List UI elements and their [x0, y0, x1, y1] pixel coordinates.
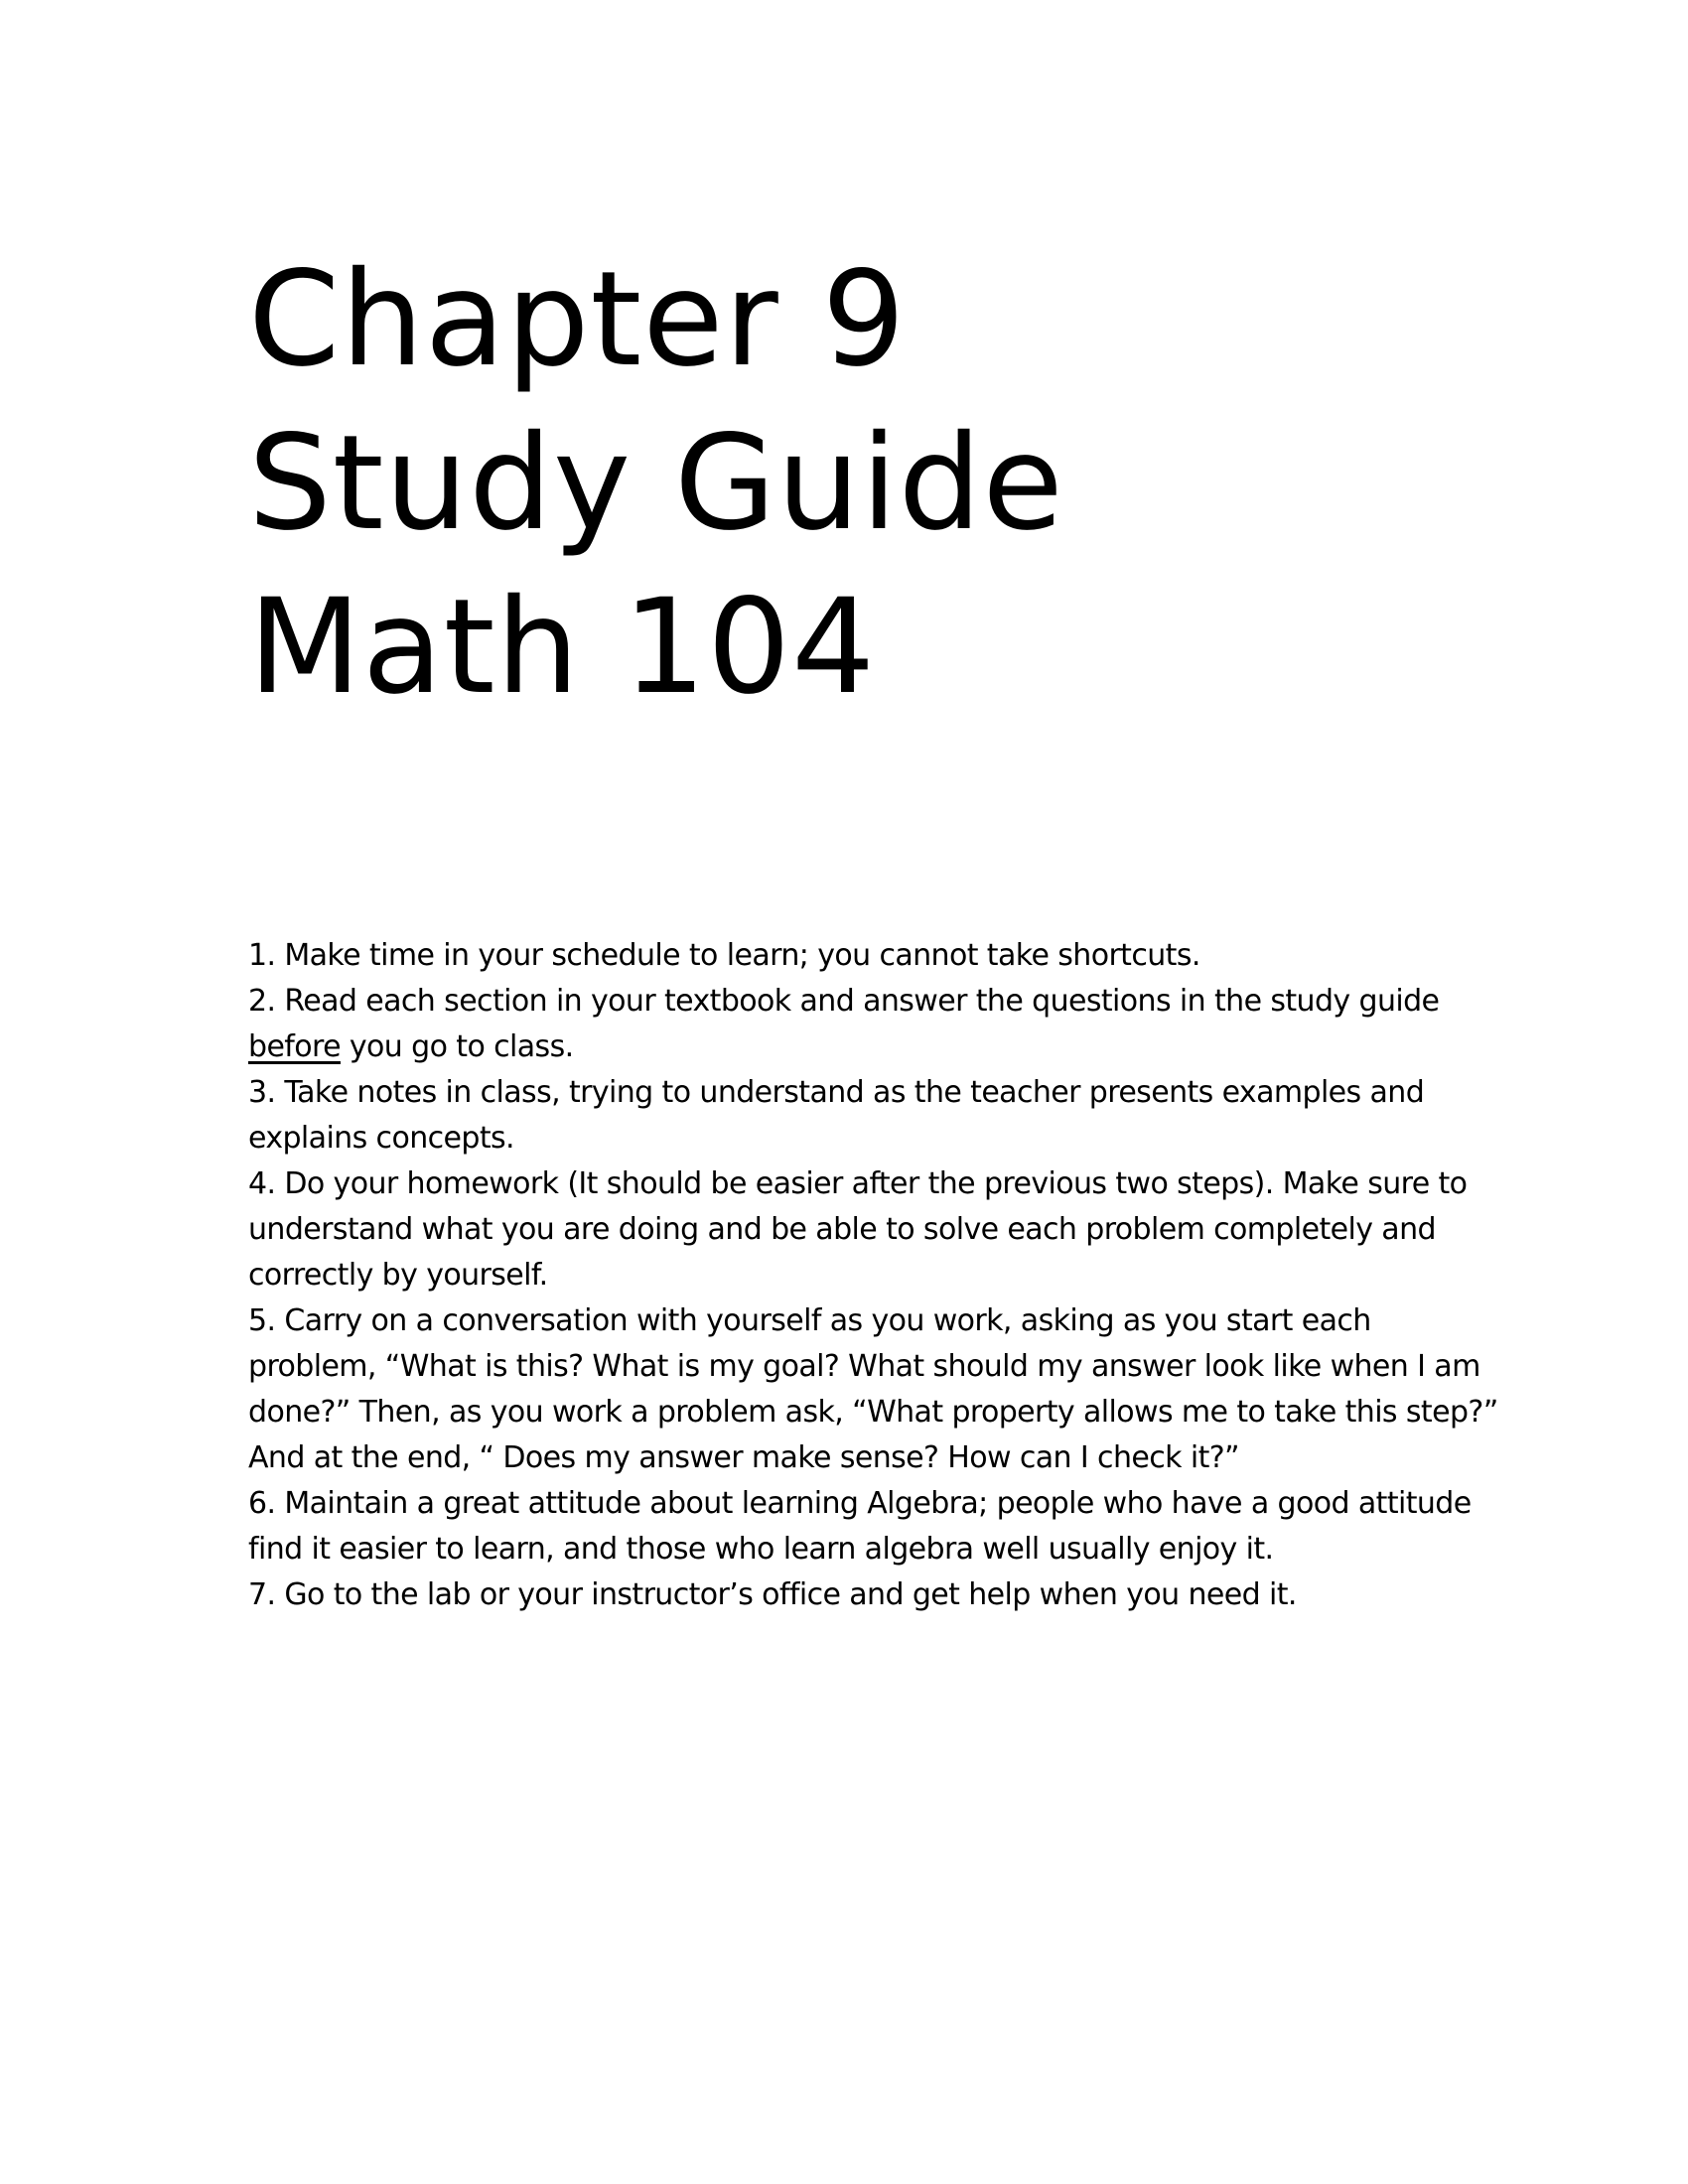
list-item: 7. Go to the lab or your instructor’s office and get help when you need it. [248, 1577, 1297, 1612]
list-item [248, 979, 1499, 1070]
list-item: 6. Maintain a great attitude about learning Algebra; people who have a good attitude find it easier to learn, and those who learn algebra well usually enjoy it. [248, 1486, 1472, 1567]
list-item: 4. Do your homework (It should be easier after the previous two steps). Make sure to understand what you are doing and be able to solve each problem completely and correctly by yourself. [248, 1166, 1468, 1293]
list-item: 3. Take notes in class, trying to understand as the teacher presents examples and explains concepts. [248, 1075, 1425, 1156]
document-title [248, 238, 1064, 730]
study-tips-list [248, 933, 1499, 1618]
emphasized-word: before [248, 1029, 341, 1064]
title-line-study-guide: Study Guide [248, 407, 1064, 560]
title-line-chapter: Chapter 9 [248, 243, 907, 396]
list-item: 5. Carry on a conversation with yourself as you work, asking as you start each problem, “What is this? What is my goal? What should my answer look like when I am done?” Then, as you work a problem ask, “What property allows me to take this step?” And at the end, “ Does my answer make sense? How can I check it?” [248, 1303, 1498, 1475]
item-text: 2. Read each section in your textbook and answer the questions in the study guide [248, 984, 1440, 1019]
item-text: you go to class. [340, 1029, 574, 1064]
title-line-course: Math 104 [248, 571, 877, 724]
list-item: 1. Make time in your schedule to learn; you cannot take shortcuts. [248, 938, 1200, 973]
